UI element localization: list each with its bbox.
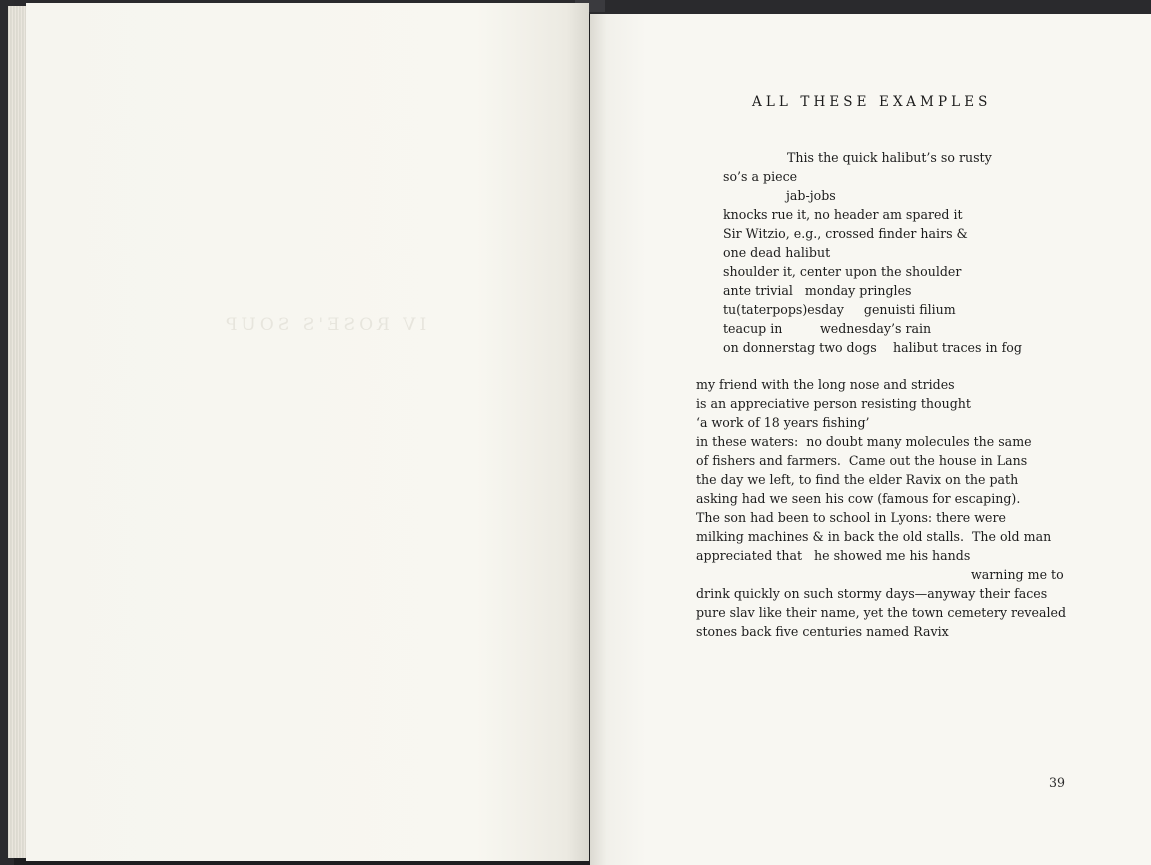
poem-line: milking machines & in back the old stalls. The old man [696,529,1052,544]
poem-line: ‘a work of 18 years fishing’ [696,415,870,430]
poem-line: Sir Witzio, e.g., crossed finder hairs & [723,226,968,241]
poem-line: appreciated that he showed me his hands [696,548,971,563]
poem-line: the day we left, to find the elder Ravix on the path [696,472,1019,487]
show-through-text: IV ROSE'S SOUP [222,315,427,335]
poem-line: so’s a piece [723,169,798,184]
poem-line: warning me to [971,567,1064,582]
page-number: 39 [1049,775,1066,790]
poem-line: in these waters: no doubt many molecules the same [696,434,1032,449]
poem-line: wednesday’s rain [820,321,932,336]
poem-line: shoulder it, center upon the shoulder [723,264,962,279]
poem-line: jab-jobs [786,188,836,203]
poem-line: knocks rue it, no header am spared it [723,207,963,222]
poem-line: my friend with the long nose and strides [696,377,955,392]
poem-line: halibut traces in fog [893,340,1022,355]
poem-line: drink quickly on such stormy days—anyway their faces [696,586,1048,601]
poem-line: stones back five centuries named Ravix [696,624,949,639]
poem-line: ante trivial monday pringles [723,283,912,298]
poem-line: pure slav like their name, yet the town cemetery revealed [696,605,1067,620]
poem-line: of fishers and farmers. Came out the house in Lans [696,453,1028,468]
poem-line: is an appreciative person resisting thought [696,396,971,411]
poem-line: teacup in [723,321,783,336]
poem-line: asking had we seen his cow (famous for escaping). [696,491,1021,506]
poem-line: on donnerstag two dogs [723,340,877,355]
poem-line: The son had been to school in Lyons: there were [696,510,1006,525]
poem-line: This the quick halibut’s so rusty [787,150,992,165]
poem-line: one dead halibut [723,245,831,260]
poem-line: tu(taterpops)esday genuisti filium [723,302,956,317]
poem-title: ALL THESE EXAMPLES [752,94,992,110]
left-page [26,3,589,861]
